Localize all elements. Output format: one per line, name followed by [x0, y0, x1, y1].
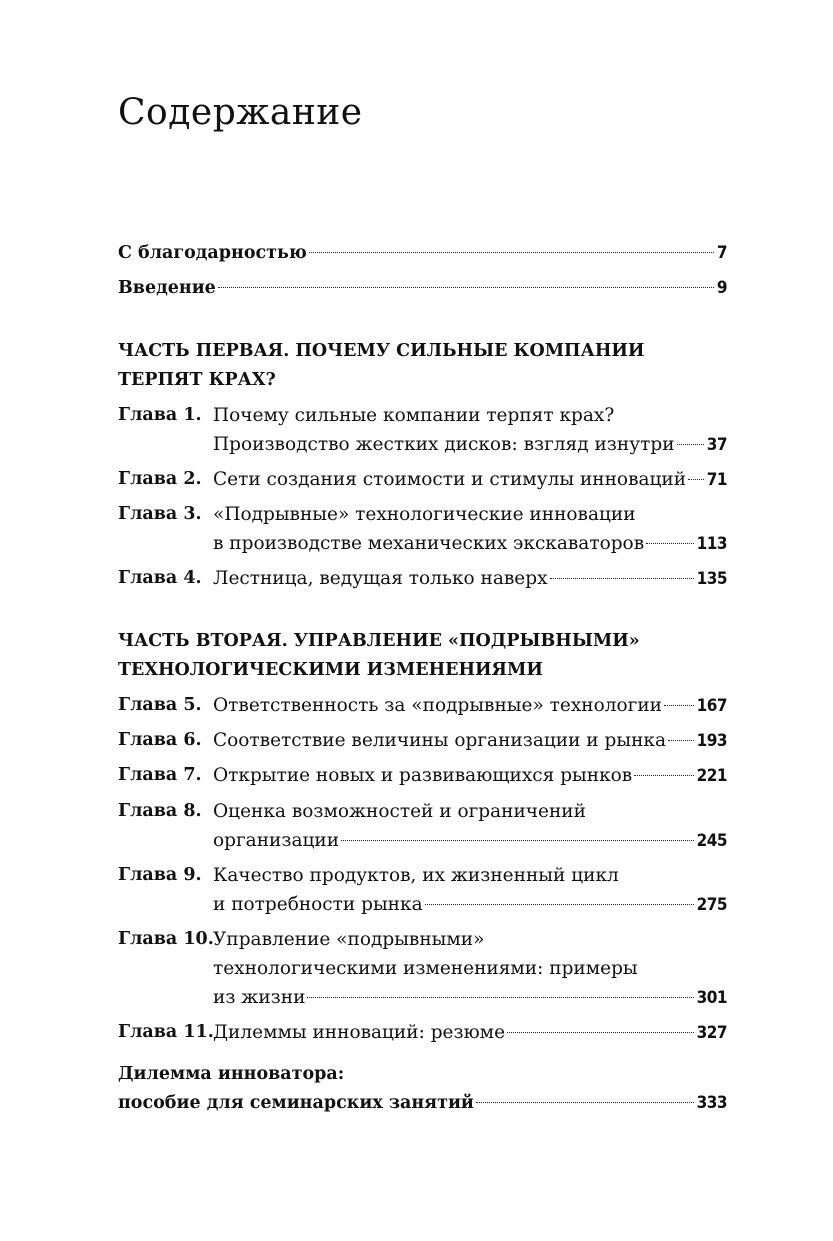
toc-entry-appendix[interactable]: [118, 1060, 727, 1118]
toc-entry-chapter-4[interactable]: [118, 564, 727, 593]
chapter-title-line: технологическими изменениями: примеры: [213, 958, 638, 979]
page-number: 167: [696, 696, 727, 716]
page-number: 193: [696, 731, 727, 751]
toc-entry-chapter-1[interactable]: [118, 401, 727, 459]
chapter-number: Глава 2.: [118, 469, 202, 489]
chapter-title-line: Лестница, ведущая только наверх: [213, 568, 548, 589]
toc-entry-chapter-9[interactable]: [118, 861, 727, 919]
part-heading-2: [118, 627, 727, 685]
page-number: 221: [696, 766, 727, 786]
dot-leader: [341, 840, 694, 841]
chapter-title-line: Оценка возможностей и ограничений: [213, 801, 586, 822]
page-number: 301: [696, 988, 727, 1008]
part-heading-line: ЧАСТЬ ПЕРВАЯ. ПОЧЕМУ СИЛЬНЫЕ КОМПАНИИ: [118, 341, 645, 361]
chapter-title-line: Открытие новых и развивающихся рынков: [213, 765, 633, 786]
chapter-number: Глава 9.: [118, 865, 202, 885]
dot-leader: [476, 1102, 694, 1103]
page-title: Содержание: [118, 92, 363, 133]
page-number: 37: [706, 435, 727, 455]
chapter-number: Глава 4.: [118, 568, 202, 588]
dot-leader: [646, 543, 693, 544]
part-heading-line: ЧАСТЬ ВТОРАЯ. УПРАВЛЕНИЕ «ПОДРЫВНЫМИ»: [118, 631, 640, 651]
dot-leader: [668, 740, 694, 741]
part-heading-line: ТЕХНОЛОГИЧЕСКИМИ ИЗМЕНЕНИЯМИ: [118, 660, 543, 680]
chapter-number: Глава 3.: [118, 504, 202, 524]
dot-leader: [634, 775, 693, 776]
chapter-number: Глава 7.: [118, 765, 202, 785]
chapter-title-line: и потребности рынка: [213, 894, 423, 915]
dot-leader: [309, 252, 714, 253]
chapter-title-line: в производстве механических экскаваторов: [213, 533, 645, 554]
dot-leader: [550, 578, 694, 579]
dot-leader: [218, 287, 714, 288]
chapter-number: Глава 10.: [118, 929, 214, 949]
chapter-title-line: Сети создания стоимости и стимулы инноваций: [213, 469, 687, 490]
dot-leader: [688, 479, 704, 480]
chapter-title-line: Производство жестких дисков: взгляд изнутри: [213, 434, 675, 455]
toc-entry-label: Введение: [118, 278, 216, 298]
chapter-number: Глава 11.: [118, 1022, 214, 1042]
page-number: 245: [696, 831, 727, 851]
part-heading-line: ТЕРПЯТ КРАХ?: [118, 370, 276, 390]
chapter-title-line: Управление «подрывными»: [213, 929, 485, 950]
toc-entry-chapter-7[interactable]: [118, 761, 727, 790]
page-number: 9: [716, 278, 727, 298]
toc-entry-chapter-11[interactable]: [118, 1018, 727, 1047]
dot-leader: [677, 444, 704, 445]
chapter-title-line: Соответствие величины организации и рынка: [213, 730, 666, 751]
page-number: 333: [696, 1093, 727, 1113]
chapter-title-line: «Подрывные» технологические инновации: [213, 504, 636, 525]
chapter-title-line: организации: [213, 830, 340, 851]
page-number: 71: [706, 470, 727, 490]
toc-entry-chapter-10[interactable]: [118, 925, 727, 1012]
chapter-title-line: из жизни: [213, 987, 306, 1008]
chapter-number: Глава 8.: [118, 801, 202, 821]
toc-entry-chapter-8[interactable]: [118, 797, 727, 855]
chapter-number: Глава 5.: [118, 695, 202, 715]
dot-leader: [664, 705, 694, 706]
chapter-number: Глава 1.: [118, 405, 202, 425]
page-number: 135: [696, 569, 727, 589]
toc-entry-acknowledgements[interactable]: [118, 239, 727, 268]
dot-leader: [507, 1032, 694, 1033]
chapter-title-line: Почему сильные компании терпят крах?: [213, 405, 615, 426]
part-heading-1: [118, 337, 727, 395]
page-number: 275: [696, 895, 727, 915]
toc-entry-label: С благодарностью: [118, 243, 307, 263]
dot-leader: [307, 997, 693, 998]
appendix-title-line: пособие для семинарских занятий: [118, 1093, 474, 1113]
page-number: 7: [716, 243, 727, 263]
chapter-number: Глава 6.: [118, 730, 202, 750]
chapter-title-line: Ответственность за «подрывные» технологии: [213, 695, 662, 716]
toc-entry-chapter-5[interactable]: [118, 691, 727, 720]
chapter-title-line: Качество продуктов, их жизненный цикл: [213, 865, 619, 886]
page-number: 113: [696, 534, 727, 554]
appendix-title-line: Дилемма инноватора:: [118, 1064, 345, 1084]
toc-entry-introduction[interactable]: [118, 274, 727, 303]
chapter-title-line: Дилеммы инноваций: резюме: [213, 1022, 506, 1043]
toc-entry-chapter-3[interactable]: [118, 500, 727, 558]
toc-entry-chapter-2[interactable]: [118, 465, 727, 494]
toc-entry-chapter-6[interactable]: [118, 726, 727, 755]
dot-leader: [425, 904, 694, 905]
page-number: 327: [696, 1023, 727, 1043]
